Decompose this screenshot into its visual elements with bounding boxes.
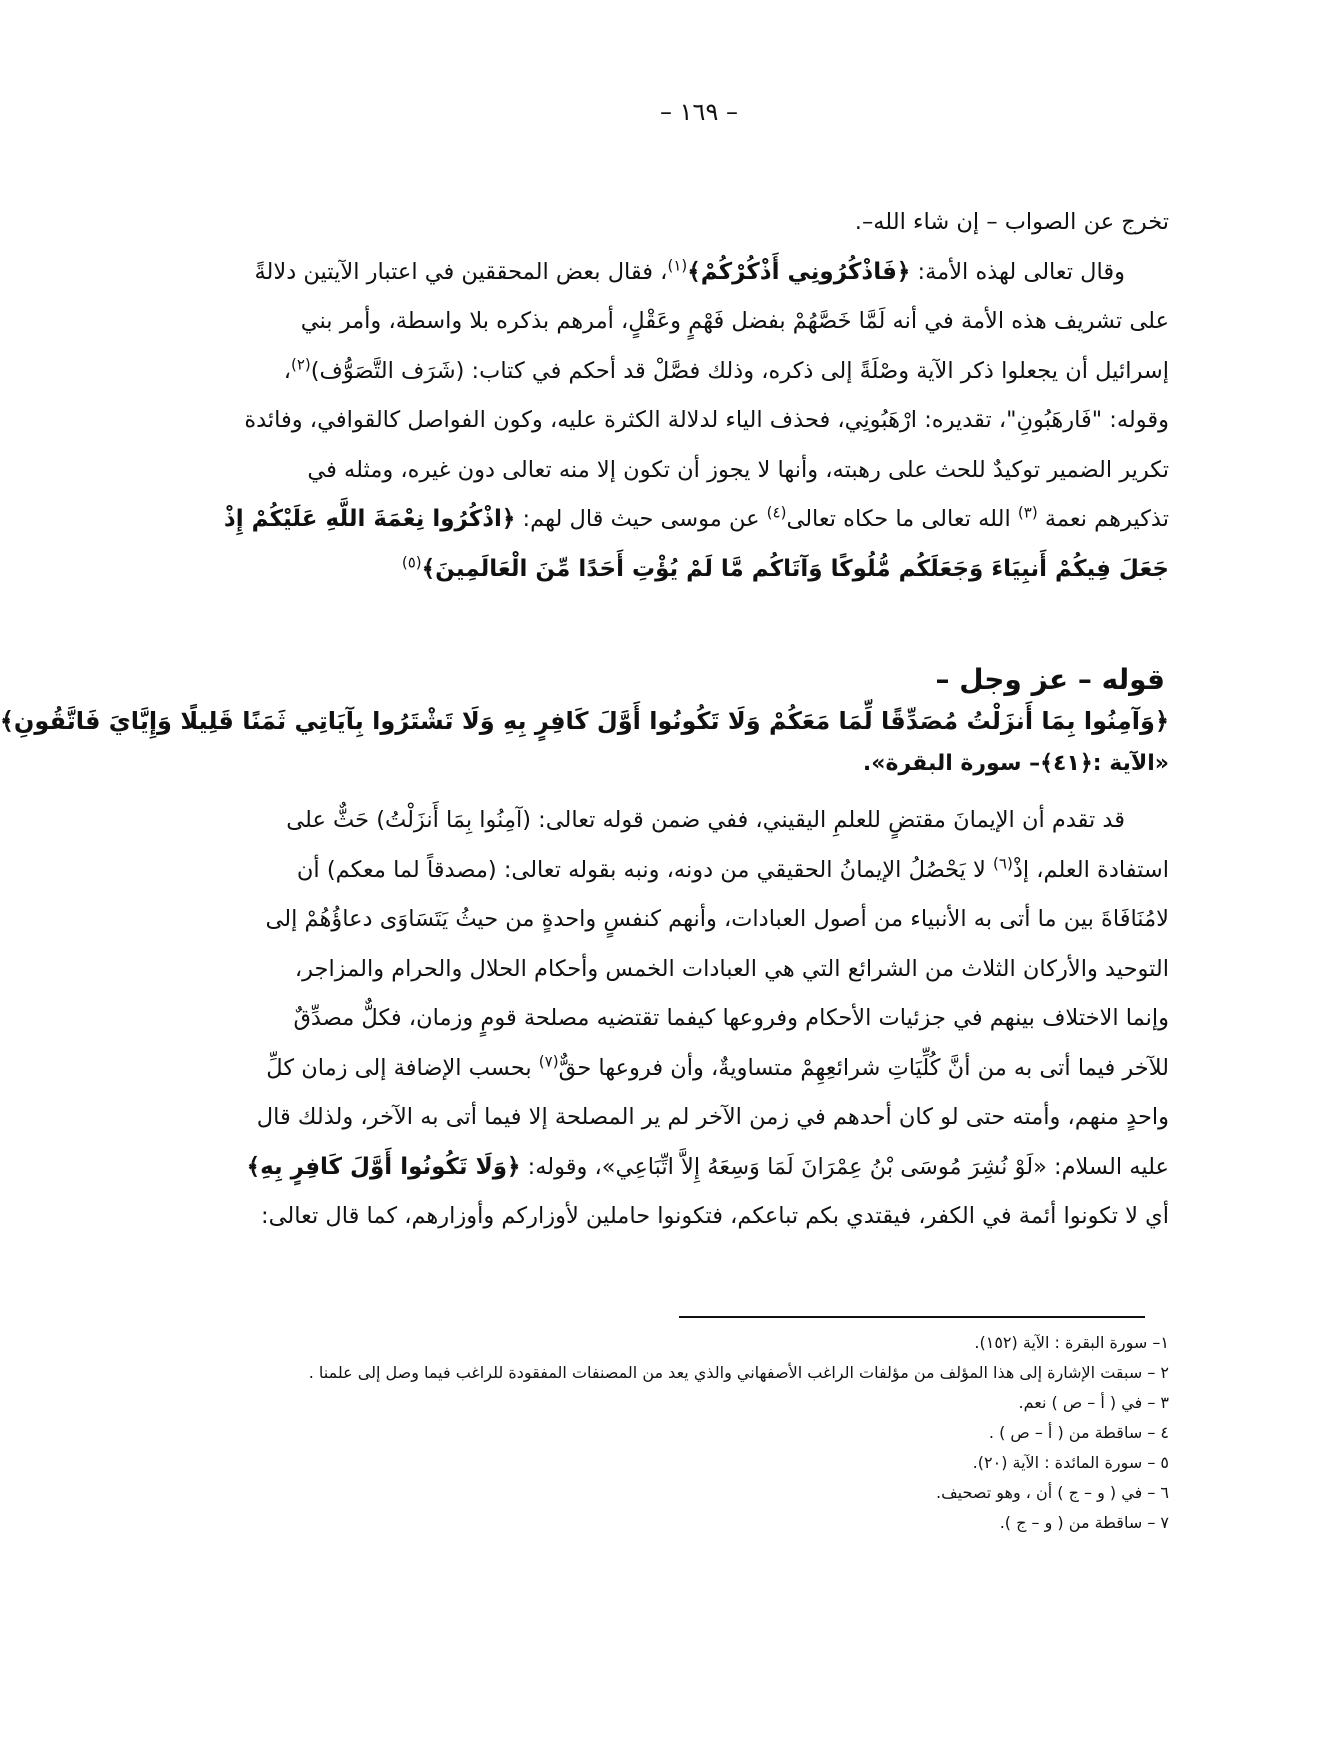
heading-verse: ﴿وَآمِنُوا بِمَا أَنزَلْتُ مُصَدِّقًا لِّمَا مَعَكُمْ وَلَا تَكُونُوا أَوَّلَ كَافِرٍ بِهِ وَلَا تَشْتَرُوا بِآيَاتِي ثَمَنًا قَلِيلًا وَإِيَّايَ فَاتَّقُونِ﴾: [0, 707, 1169, 735]
text-span: تذكيرهم نعمة: [1037, 506, 1169, 532]
text-span: بحسب الإضافة إلى زمان كلِّ: [266, 1054, 539, 1081]
footnote: ٦ – في ( و – ج ) أن ، وهو تصحيف.: [936, 1483, 1169, 1502]
text-span: الله تعالى ما حكاه تعالى: [786, 506, 1018, 532]
quran-quote: ﴿اذْكُرُوا نِعْمَةَ اللَّهِ عَلَيْكُمْ إِذْ: [223, 506, 516, 532]
text-line: [231, 1143, 1169, 1193]
footnote-ref: (٧): [538, 1052, 559, 1070]
text-line: [231, 846, 1169, 896]
page-number: – ١٦٩ –: [660, 98, 738, 126]
text-span: وقال تعالى لهذه الأمة:: [910, 258, 1125, 285]
text-line: التوحيد والأركان الثلاث من الشرائع التي هي العبادات الخمس وأحكام الحلال والحرام والمزاجر،: [294, 955, 1169, 982]
text-line: قد تقدم أن الإيمانَ مقتضٍ للعلمِ اليقيني، ففي ضمن قوله تعالى: (آمِنُوا بِمَا أَنزَلْتُ) حَثٌّ على: [286, 807, 1125, 833]
text-span: استفادة العلم، إذْ: [1012, 856, 1169, 883]
text-span: لا يَحْصُلُ الإيمانُ الحقيقي من دونه، ونبه بقوله تعالى: (مصدقاً لما معكم) أن: [296, 856, 994, 883]
text-line: وقوله: "فَارهَبُونِ"، تقديره: ارْهَبُونِي، فحذف الياء لدلالة الكثرة عليه، وكون الفواصل كالقوافي، وفائدة: [244, 407, 1169, 433]
text-line: [231, 1044, 1169, 1094]
footnote: ٧ – ساقطة من ( و – ج ).: [999, 1513, 1169, 1532]
footnote: ٣ – في ( أ – ص ) نعم.: [1018, 1393, 1169, 1412]
text-span: ، فقال بعض المحققين في اعتبار الآيتين دلالةً: [254, 258, 668, 285]
text-line: تخرج عن الصواب – إن شاء الله–.: [854, 209, 1169, 235]
footnote: ١– سورة البقرة : الآية (١٥٢).: [974, 1333, 1169, 1352]
footnote-ref: (١): [667, 256, 688, 274]
text-span: إسرائيل أن يجعلوا ذكر الآية وصْلَةً إلى ذكره، وذلك فصَّلْ قد أحكم في كتاب: (شَرَف التَّصَوُّف): [310, 357, 1169, 384]
footnotes: [231, 1328, 1169, 1538]
text-span: للآخر فيما أتى به من أنَّ كُلِّيَاتِ شرائعِهِمْ متساويةٌ، وأن فروعها حقٌّ: [558, 1054, 1169, 1081]
commentary-block-1: [223, 198, 1169, 594]
footnote-ref: (٥): [401, 553, 422, 571]
quran-quote: جَعَلَ فِيكُمْ أَنبِيَاءَ وَجَعَلَكُم مُّلُوكًا وَآتَاكُم مَّا لَمْ يُؤْتِ أَحَدًا مِّنَ الْعَالَمِينَ﴾: [421, 555, 1169, 582]
heading-title: قوله – عز وجل –: [935, 663, 1165, 696]
heading-verse-reference: «الآية :﴿٤١﴾– سورة البقرة».: [862, 751, 1169, 776]
footnote-ref: (٤): [766, 503, 787, 522]
verse-heading: [0, 660, 1169, 786]
footnote: ٤ – ساقطة من ( أ – ص ) .: [988, 1423, 1169, 1442]
footnote-ref: (٢): [290, 355, 311, 373]
footnote-ref: (٣): [1017, 503, 1038, 522]
text-line: [231, 347, 1169, 397]
quran-quote: ﴿فَاذْكُرُونِي أَذْكُرْكُمْ﴾: [687, 258, 911, 285]
footnote-separator: [679, 1316, 1145, 1318]
text-span: عليه السلام: «لَوْ نُشِرَ مُوسَى بْنُ عِمْرَانَ لَمَا وَسِعَهُ إِلاَّ اتِّبَاعِي»، وقوله:: [520, 1153, 1169, 1180]
text-line: [231, 248, 1169, 298]
text-line: على تشريف هذه الأمة في أنه لَمَّا خَصَّهُمْ بفضل فَهْمٍ وعَقْلٍ، أمرهم بذكره بلا واسطة، وأمر بني: [300, 308, 1169, 334]
text-line: تكرير الضمير توكيدٌ للحث على رهبته، وأنها لا يجوز أن تكون إلا منه تعالى دون غيره، ومثله في: [307, 456, 1169, 483]
footnote: ٥ – سورة المائدة : الآية (٢٠).: [972, 1453, 1169, 1472]
text-line: لامُنَافَاةَ بين ما أتى به الأنبياء من أصول العبادات، وأنهم كنفسٍ واحدةٍ من حيثُ يَتَسَاوَى دعاؤُهُمْ إلى: [265, 906, 1169, 932]
text-span: عن موسى حيث قال لهم:: [515, 506, 767, 532]
commentary-block-2: [231, 796, 1169, 1242]
text-line: واحدٍ منهم، وأمته حتى لو كان أحدهم في زمن الآخر لم ير المصلحة إلا فيما أتى به الآخر، ولذلك قال: [256, 1104, 1169, 1130]
quran-quote: ﴿وَلَا تَكُونُوا أَوَّلَ كَافِرٍ بِهِ﴾: [246, 1153, 521, 1180]
text-line: [223, 495, 1169, 545]
footnote-ref: (٦): [993, 854, 1013, 872]
text-span: ،: [283, 357, 291, 384]
text-line: [231, 545, 1169, 595]
text-line: أي لا تكونوا أئمة في الكفر، فيقتدي بكم تباعكم، فتكونوا حاملين لأوزاركم وأوزارهم، كما قال تعالى:: [261, 1203, 1169, 1229]
text-line: وإنما الاختلاف بينهم في جزئيات الأحكام وفروعها كيفما تقتضيه مصلحة قومٍ وزمان، فكلٌّ مصدِّقٌ: [293, 1005, 1169, 1031]
footnote: ٢ – سبقت الإشارة إلى هذا المؤلف من مؤلفات الراغب الأصفهاني والذي يعد من المصنفات المفقودة للراغب فيما وصل إلى علمنا .: [308, 1363, 1169, 1382]
